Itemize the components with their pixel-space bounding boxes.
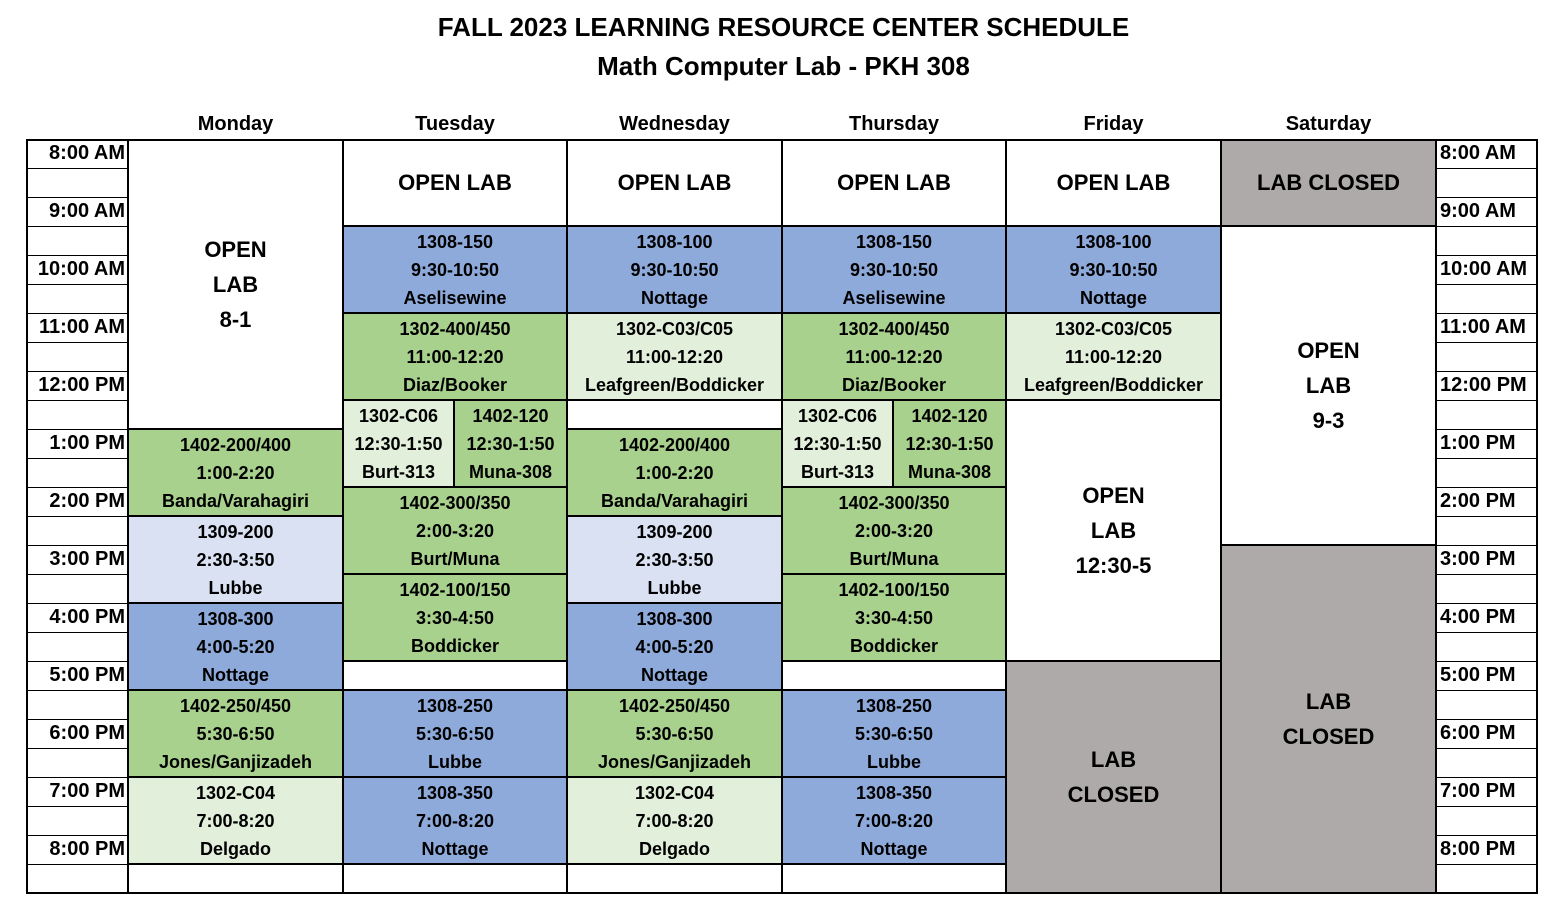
class-block xyxy=(343,777,567,864)
day-header-wednesday: Wednesday xyxy=(619,113,730,135)
block-line: 12:30-5 xyxy=(1075,553,1152,578)
block-line: Jones/Ganjizadeh xyxy=(597,751,752,772)
time-row-divider xyxy=(1436,458,1538,459)
block-line: Boddicker xyxy=(410,635,500,656)
block-line: 1402-250/450 xyxy=(179,695,292,716)
time-row-divider xyxy=(1436,342,1538,343)
block-line: 12:30-1:50 xyxy=(905,433,994,454)
time-label-left: 3:00 PM xyxy=(49,548,125,570)
time-row-divider xyxy=(1436,748,1538,749)
class-block xyxy=(128,429,343,516)
time-label-right: 12:00 PM xyxy=(1440,374,1527,396)
class-block xyxy=(567,777,782,864)
day-header-thursday: Thursday xyxy=(848,113,940,135)
block-line: Aselisewine xyxy=(842,287,946,308)
class-block xyxy=(128,516,343,603)
block-line: 2:00-3:20 xyxy=(854,520,934,541)
class-block xyxy=(343,313,567,400)
block-line: LAB xyxy=(1305,689,1352,714)
time-row-divider xyxy=(26,574,128,575)
day-header-saturday: Saturday xyxy=(1285,113,1372,135)
day-header-monday: Monday xyxy=(197,113,274,135)
block-line: 1302-400/450 xyxy=(399,318,511,339)
block-line: Jones/Ganjizadeh xyxy=(158,751,313,772)
class-block xyxy=(128,603,343,690)
block-line: 11:00-12:20 xyxy=(845,346,943,367)
block-line: 9:30-10:50 xyxy=(410,259,500,280)
time-label-right: 8:00 PM xyxy=(1440,838,1516,860)
time-row-divider xyxy=(1436,690,1538,691)
time-row-divider xyxy=(1436,632,1538,633)
block-line: 5:30-6:50 xyxy=(196,723,275,744)
block-line: 1302-C04 xyxy=(634,782,715,803)
empty-slot xyxy=(128,864,343,893)
block-line: 12:30-1:50 xyxy=(354,433,443,454)
block-line: 1402-300/350 xyxy=(838,492,950,513)
time-row-divider xyxy=(26,806,128,807)
time-label-left: 9:00 AM xyxy=(49,200,125,222)
time-row-divider xyxy=(26,226,128,227)
block-line: 11:00-12:20 xyxy=(406,346,504,367)
class-block xyxy=(567,603,782,690)
block-line: Lubbe xyxy=(647,577,702,598)
block-line: OPEN xyxy=(204,236,267,262)
lab-closed-block xyxy=(1221,139,1436,226)
lab-closed-block xyxy=(1006,661,1221,893)
block-line: LAB xyxy=(1090,747,1137,772)
class-block xyxy=(567,429,782,516)
block-line: Delgado xyxy=(638,838,710,859)
class-block xyxy=(893,400,1006,487)
time-label-right: 1:00 PM xyxy=(1440,432,1516,454)
time-row-divider xyxy=(26,458,128,459)
block-line: Muna-308 xyxy=(468,461,553,482)
block-line: 4:00-5:20 xyxy=(635,636,714,657)
block-line: OPEN LAB xyxy=(1056,170,1171,195)
time-label-left: 1:00 PM xyxy=(49,432,125,454)
time-label-right: 8:00 AM xyxy=(1440,142,1516,164)
block-line: Delgado xyxy=(199,838,271,859)
class-block xyxy=(1006,313,1221,400)
time-row-divider xyxy=(1436,168,1538,169)
class-block xyxy=(128,690,343,777)
block-line: 5:30-6:50 xyxy=(635,723,714,744)
block-line: 1302-C06 xyxy=(358,405,439,426)
time-row-divider xyxy=(26,342,128,343)
open-lab-block xyxy=(1221,226,1436,545)
block-line: Leafgreen/Boddicker xyxy=(1023,374,1204,395)
time-label-right: 10:00 AM xyxy=(1440,258,1528,280)
block-line: 8-1 xyxy=(219,306,252,332)
empty-slot xyxy=(567,400,782,429)
time-label-left: 2:00 PM xyxy=(49,490,125,512)
time-label-left: 8:00 PM xyxy=(49,838,125,860)
class-block xyxy=(567,690,782,777)
block-line: 1302-C06 xyxy=(797,405,878,426)
block-line: 1302-400/450 xyxy=(838,318,950,339)
block-line: 1308-100 xyxy=(1075,231,1152,252)
time-label-right: 6:00 PM xyxy=(1440,722,1516,744)
block-line: 1308-350 xyxy=(855,782,933,803)
block-line: 5:30-6:50 xyxy=(854,723,934,744)
time-row-divider xyxy=(1436,516,1538,517)
class-block xyxy=(782,574,1006,661)
block-line: 1402-120 xyxy=(911,405,988,426)
empty-slot xyxy=(782,864,1006,893)
open-lab-block xyxy=(343,139,567,226)
block-line: Burt-313 xyxy=(361,461,436,482)
block-line: 1308-250 xyxy=(855,695,933,716)
time-row-divider xyxy=(26,632,128,633)
class-block xyxy=(782,313,1006,400)
block-line: Diaz/Booker xyxy=(841,374,947,395)
block-line: Burt-313 xyxy=(800,461,875,482)
time-label-left: 12:00 PM xyxy=(38,374,125,396)
empty-slot xyxy=(782,661,1006,690)
time-label-left: 11:00 AM xyxy=(39,316,125,338)
block-line: Burt/Muna xyxy=(410,548,500,569)
block-line: Nottage xyxy=(421,838,489,859)
block-line: 2:30-3:50 xyxy=(196,549,275,570)
block-line: Nottage xyxy=(860,838,928,859)
time-row-divider xyxy=(26,284,128,285)
block-line: LAB xyxy=(212,271,259,297)
time-label-right: 11:00 AM xyxy=(1440,316,1526,338)
block-line: 11:00-12:20 xyxy=(1064,346,1163,367)
schedule-title: FALL 2023 LEARNING RESOURCE CENTER SCHEDULE xyxy=(437,12,1130,42)
class-block xyxy=(782,690,1006,777)
block-line: 12:30-1:50 xyxy=(793,433,882,454)
open-lab-block xyxy=(782,139,1006,226)
block-line: Muna-308 xyxy=(907,461,992,482)
block-line: Lubbe xyxy=(428,751,482,772)
block-line: 9:30-10:50 xyxy=(849,259,939,280)
block-line: Banda/Varahagiri xyxy=(161,490,310,511)
block-line: LAB CLOSED xyxy=(1257,170,1400,195)
time-label-right: 5:00 PM xyxy=(1440,664,1516,686)
block-line: 4:00-5:20 xyxy=(196,636,275,657)
time-row-divider xyxy=(26,690,128,691)
time-row-divider xyxy=(1436,806,1538,807)
block-line: 1402-300/350 xyxy=(399,492,511,513)
block-line: Leafgreen/Boddicker xyxy=(584,374,765,395)
open-lab-block xyxy=(1006,400,1221,661)
class-block xyxy=(782,226,1006,313)
block-line: 7:00-8:20 xyxy=(854,810,934,831)
time-row-divider xyxy=(26,864,128,865)
block-line: Nottage xyxy=(202,664,269,685)
block-line: Aselisewine xyxy=(403,287,507,308)
time-row-divider xyxy=(1436,400,1538,401)
block-line: Lubbe xyxy=(208,577,263,598)
time-label-left: 6:00 PM xyxy=(49,722,125,744)
class-block xyxy=(782,487,1006,574)
block-line: 9:30-10:50 xyxy=(630,259,719,280)
day-header-friday: Friday xyxy=(1083,113,1144,135)
block-line: 2:00-3:20 xyxy=(415,520,495,541)
class-block xyxy=(782,400,893,487)
block-line: OPEN LAB xyxy=(617,170,732,195)
block-line: Nottage xyxy=(641,664,708,685)
class-block xyxy=(567,313,782,400)
day-header-tuesday: Tuesday xyxy=(415,113,495,135)
empty-slot xyxy=(343,661,567,690)
block-line: 1308-250 xyxy=(416,695,494,716)
block-line: OPEN LAB xyxy=(837,170,951,195)
lab-closed-block xyxy=(1221,545,1436,893)
block-line: 1402-120 xyxy=(472,405,549,426)
time-label-right: 4:00 PM xyxy=(1440,606,1516,628)
class-block xyxy=(567,516,782,603)
block-line: 7:00-8:20 xyxy=(415,810,495,831)
time-label-left: 7:00 PM xyxy=(49,780,125,802)
block-line: Lubbe xyxy=(867,751,921,772)
block-line: 1402-200/400 xyxy=(179,434,292,455)
block-line: 1308-100 xyxy=(636,231,713,252)
block-line: 9:30-10:50 xyxy=(1069,259,1158,280)
class-block xyxy=(343,574,567,661)
time-row-divider xyxy=(1436,574,1538,575)
class-block xyxy=(567,226,782,313)
block-line: 3:30-4:50 xyxy=(415,607,495,628)
block-line: LAB xyxy=(1305,373,1352,398)
time-row-divider xyxy=(1436,284,1538,285)
time-row-divider xyxy=(26,168,128,169)
block-line: 3:30-4:50 xyxy=(854,607,934,628)
block-line: 1308-350 xyxy=(416,782,494,803)
class-block xyxy=(343,400,454,487)
time-label-left: 5:00 PM xyxy=(49,664,125,686)
block-line: CLOSED xyxy=(1282,724,1375,749)
block-line: OPEN xyxy=(1082,483,1145,508)
block-line: 1402-250/450 xyxy=(618,695,731,716)
block-line: Nottage xyxy=(1080,287,1147,308)
time-label-right: 7:00 PM xyxy=(1440,780,1516,802)
block-line: 1402-100/150 xyxy=(838,579,950,600)
block-line: Nottage xyxy=(641,287,708,308)
time-row-divider xyxy=(26,748,128,749)
empty-slot xyxy=(567,864,782,893)
time-row-divider xyxy=(26,516,128,517)
block-line: 7:00-8:20 xyxy=(196,810,275,831)
class-block xyxy=(128,777,343,864)
block-line: 1308-300 xyxy=(636,608,713,629)
block-line: 1:00-2:20 xyxy=(196,462,275,483)
block-line: OPEN xyxy=(1297,338,1360,363)
block-line: OPEN LAB xyxy=(398,170,512,195)
block-line: 1:00-2:20 xyxy=(635,462,714,483)
block-line: Boddicker xyxy=(849,635,939,656)
time-label-right: 3:00 PM xyxy=(1440,548,1516,570)
block-line: 5:30-6:50 xyxy=(415,723,495,744)
open-lab-block xyxy=(128,139,343,429)
time-label-right: 9:00 AM xyxy=(1440,200,1516,222)
time-label-right: 2:00 PM xyxy=(1440,490,1516,512)
time-row-divider xyxy=(1436,226,1538,227)
schedule-subtitle: Math Computer Lab - PKH 308 xyxy=(597,51,970,81)
block-line: CLOSED xyxy=(1067,782,1160,807)
block-line: 1302-C03/C05 xyxy=(615,318,734,339)
block-line: Banda/Varahagiri xyxy=(600,490,749,511)
block-line: Burt/Muna xyxy=(849,548,939,569)
block-line: 1402-100/150 xyxy=(399,579,511,600)
block-line: LAB xyxy=(1090,518,1137,543)
open-lab-block xyxy=(567,139,782,226)
block-line: 1308-300 xyxy=(197,608,274,629)
class-block xyxy=(343,487,567,574)
block-line: 1302-C04 xyxy=(195,782,276,803)
block-line: 1308-150 xyxy=(855,231,933,252)
open-lab-block xyxy=(1006,139,1221,226)
block-line: 1402-200/400 xyxy=(618,434,731,455)
class-block xyxy=(343,690,567,777)
class-block xyxy=(343,226,567,313)
block-line: 2:30-3:50 xyxy=(635,549,714,570)
block-line: 7:00-8:20 xyxy=(635,810,714,831)
time-label-left: 10:00 AM xyxy=(37,258,125,280)
time-row-divider xyxy=(26,400,128,401)
block-line: 1309-200 xyxy=(636,521,713,542)
class-block xyxy=(1006,226,1221,313)
block-line: 12:30-1:50 xyxy=(466,433,555,454)
block-line: 1302-C03/C05 xyxy=(1054,318,1173,339)
class-block xyxy=(454,400,567,487)
block-line: 11:00-12:20 xyxy=(625,346,724,367)
block-line: 1308-150 xyxy=(416,231,494,252)
class-block xyxy=(782,777,1006,864)
block-line: Diaz/Booker xyxy=(402,374,508,395)
block-line: 1309-200 xyxy=(197,521,274,542)
block-line: 9-3 xyxy=(1312,408,1345,433)
time-row-divider xyxy=(1436,864,1538,865)
time-label-left: 4:00 PM xyxy=(49,606,125,628)
time-label-left: 8:00 AM xyxy=(49,142,125,164)
empty-slot xyxy=(343,864,567,893)
